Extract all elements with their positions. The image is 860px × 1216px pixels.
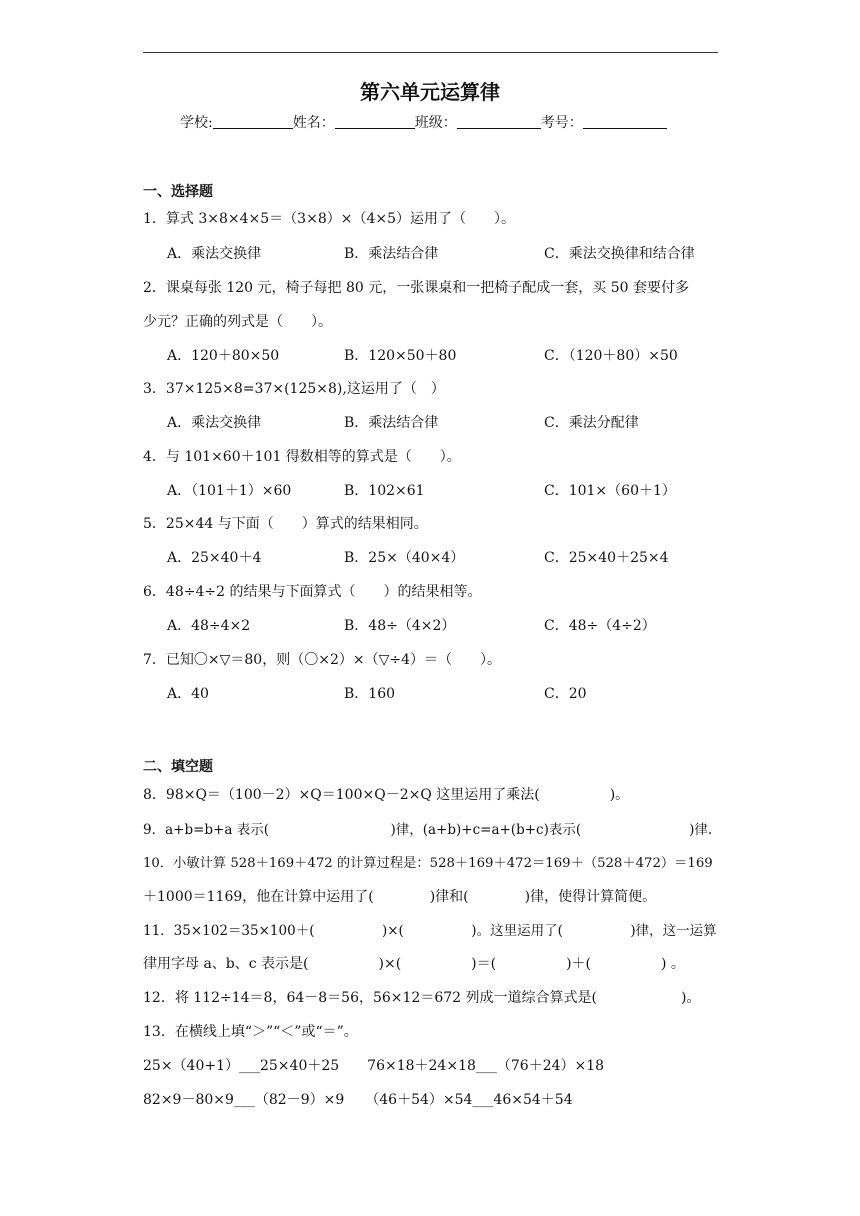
question-7-option-a[interactable]: A．40 xyxy=(167,686,209,702)
question-3-option-b[interactable]: B．乘法结合律 xyxy=(344,415,439,431)
question-13-line-1: 25×（40+1）___25×40＋25 76×18＋24×18___（76＋24）×18 xyxy=(143,1058,605,1074)
question-11-line-1: 11．35×102＝35×100＋( )×( )。这里运用了( )律，这一运算 xyxy=(143,923,717,939)
class-label: 班级： xyxy=(414,115,457,131)
question-2-stem-line-1: 2．课桌每张 120 元，椅子每把 80 元，一张课桌和一把椅子配成一套，买 50 套要付多 xyxy=(143,280,689,296)
student-info-line xyxy=(180,112,667,132)
question-6-option-c[interactable]: C．48÷（4÷2） xyxy=(544,618,656,634)
question-6-stem: 6．48÷4÷2 的结果与下面算式（ ）的结果相等。 xyxy=(143,584,482,600)
question-3-stem: 3．37×125×8=37×(125×8),这运用了（ ） xyxy=(143,381,445,397)
school-blank[interactable] xyxy=(213,114,293,129)
question-1-option-c[interactable]: C．乘法交换律和结合律 xyxy=(544,246,695,262)
question-13-stem: 13．在横线上填“＞”“＜”或“＝”。 xyxy=(143,1024,358,1040)
question-7-option-b[interactable]: B．160 xyxy=(344,686,396,702)
question-6-option-a[interactable]: A．48÷4×2 xyxy=(167,618,251,634)
question-2-option-c[interactable]: C．（120＋80）×50 xyxy=(544,348,678,364)
question-6-option-b[interactable]: B．48÷（4×2） xyxy=(344,618,456,634)
question-12: 12．将 112÷14＝8，64－8＝56，56×12＝672 列成一道综合算式是( )。 xyxy=(143,990,701,1006)
question-8: 8．98×Q＝（100－2）×Q＝100×Q－2×Q 这里运用了乘法( )。 xyxy=(143,787,630,803)
question-10-line-2: ＋1000＝1169，他在计算中运用了( )律和( )律，使得计算简便。 xyxy=(143,889,657,905)
question-2-option-a[interactable]: A．120＋80×50 xyxy=(167,348,280,364)
question-2-option-b[interactable]: B．120×50＋80 xyxy=(344,348,457,364)
exam-no-label: 考号： xyxy=(540,115,583,131)
question-5-option-a[interactable]: A．25×40＋4 xyxy=(167,550,262,566)
name-label: 姓名： xyxy=(292,115,335,131)
question-1-option-b[interactable]: B．乘法结合律 xyxy=(344,246,439,262)
section-fill-heading: 二、填空题 xyxy=(143,759,213,775)
question-5-stem: 5．25×44 与下面（ ）算式的结果相同。 xyxy=(143,516,428,532)
question-4-option-b[interactable]: B．102×61 xyxy=(344,483,425,499)
page-title: 第六单元运算律 xyxy=(360,80,500,104)
exam-no-blank[interactable] xyxy=(583,114,667,129)
question-2-stem-line-2: 少元？正确的列式是（ ）。 xyxy=(143,314,332,330)
question-3-option-a[interactable]: A．乘法交换律 xyxy=(167,415,262,431)
question-4-option-a[interactable]: A．（101＋1）×60 xyxy=(167,483,292,499)
question-4-option-c[interactable]: C．101×（60＋1） xyxy=(544,483,676,499)
question-7-option-c[interactable]: C．20 xyxy=(544,686,587,702)
question-1-option-a[interactable]: A．乘法交换律 xyxy=(167,246,262,262)
class-blank[interactable] xyxy=(457,114,541,129)
question-10-line-1: 10．小敏计算 528＋169＋472 的计算过程是：528＋169＋472＝169＋（528＋472）＝169 xyxy=(143,856,713,871)
question-5-option-c[interactable]: C．25×40＋25×4 xyxy=(544,550,669,566)
question-4-stem: 4．与 101×60＋101 得数相等的算式是（ ）。 xyxy=(143,449,461,465)
question-5-option-b[interactable]: B．25×（40×4） xyxy=(344,550,465,566)
name-blank[interactable] xyxy=(335,114,415,129)
question-3-option-c[interactable]: C．乘法分配律 xyxy=(544,415,639,431)
header-rule xyxy=(143,52,718,53)
question-1-stem: 1．算式 3×8×4×5＝（3×8）×（4×5）运用了（ ）。 xyxy=(143,211,515,227)
section-choice-heading: 一、选择题 xyxy=(143,184,213,200)
question-11-line-2: 律用字母 a、b、c 表示是( )×( )＝( )＋( ) 。 xyxy=(143,956,685,972)
question-9: 9．a+b=b+a 表示( )律，(a+b)+c=a+(b+c)表示( )律. xyxy=(143,822,713,838)
question-7-stem: 7．已知〇×▽＝80，则（〇×2）×（▽÷4）＝（ ）。 xyxy=(143,652,501,668)
question-13-line-2: 82×9－80×9___（82－9）×9 （46＋54）×54___46×54＋54 xyxy=(143,1092,573,1108)
school-label: 学校: xyxy=(180,115,213,131)
